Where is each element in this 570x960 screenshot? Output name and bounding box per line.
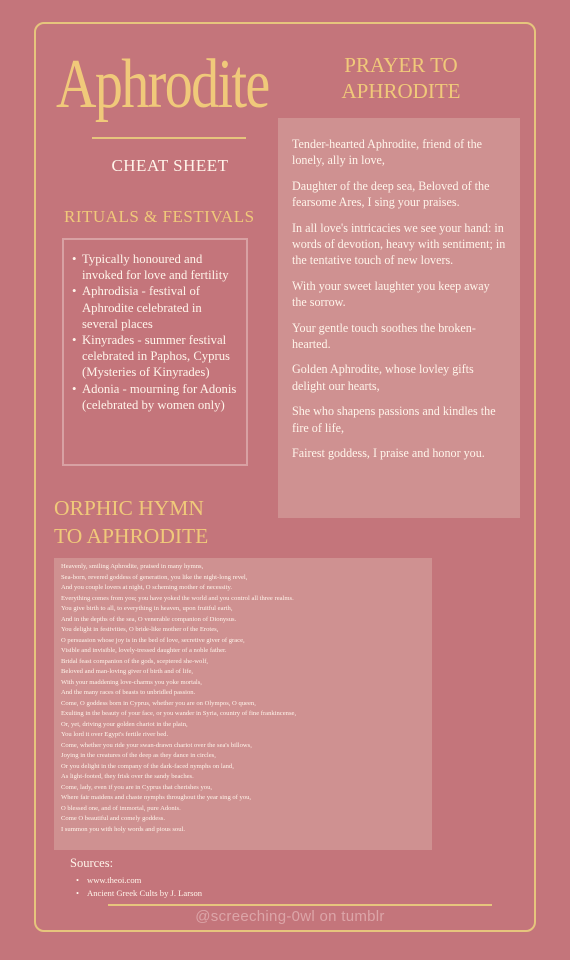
hymn-line: Heavenly, smiling Aphrodite, praised in many hymns, (61, 563, 204, 570)
hymn-line: Sea-born, revered goddess of generation, you like the night-long revel, (61, 573, 248, 581)
rituals-heading: RITUALS & FESTIVALS (64, 207, 255, 226)
hymn-line: As light-footed, they frisk over the sandy beaches. (61, 773, 194, 780)
hymn-line: Come, whether you ride your swan-drawn chariot over the sea's billows, (61, 741, 252, 749)
hymn-line: Bridal feast companion of the gods, sceptered she-wolf, (61, 657, 209, 665)
source-item: • www.theoi.com (76, 874, 202, 887)
hymn-line: And you couple lovers at night, O scheming mother of necessity. (61, 584, 232, 591)
prayer-paragraph: Fairest goddess, I praise and honor you. (292, 446, 485, 461)
orphic-hymn-panel (54, 558, 432, 850)
hymn-line: With your maddening love-charms you yoke mortals, (61, 678, 202, 686)
orphic-heading-line: TO APHRODITE (54, 524, 209, 548)
orphic-hymn-heading (54, 494, 294, 550)
list-item: • Typically honoured and invoked for love and fertility (82, 251, 238, 283)
sources-list (76, 874, 202, 899)
hymn-line: Or, yet, driving your golden chariot in the plain, (61, 720, 188, 728)
prayer-paragraph: Golden Aphrodite, whose lovley gifts delight our hearts, (292, 362, 474, 393)
page-title: Aphrodite (56, 46, 269, 123)
list-item: • Aphrodisia - festival of Aphrodite celebrated in several places (82, 283, 238, 332)
tumblr-watermark: @screeching-0wl on tumblr (195, 908, 385, 925)
prayer-paragraph: Daughter of the deep sea, Beloved of the fearsome Ares, I sing your praises. (292, 178, 490, 210)
hymn-line: And in the depths of the sea, O venerable companion of Dionysus. (61, 615, 237, 623)
hymn-line: Come, lady, even if you are in Cyprus that cherishes you, (61, 783, 213, 791)
rituals-list (64, 240, 246, 413)
source-item: • Ancient Greek Cults by J. Larson (76, 887, 202, 900)
hymn-line: O blessed one, and of immortal, pure Adonis. (61, 804, 181, 812)
hymn-line: You give birth to all, to everything in heaven, upon fruitful earth, (61, 605, 233, 612)
footer-divider (108, 904, 492, 906)
list-item: • Kinyrades - summer festival celebrated in Paphos, Cyprus (Mysteries of Kinyrades) (82, 332, 238, 381)
prayer-paragraph: Your gentle touch soothes the broken-hearted. (292, 320, 476, 352)
orphic-heading-line: ORPHIC HYMN (54, 496, 204, 520)
prayer-paragraph: With your sweet laughter you keep away the sorrow. (292, 278, 490, 310)
rituals-panel (62, 238, 248, 466)
hymn-line: Joying in the creatures of the deep as they dance in circles, (61, 752, 216, 759)
hymn-line: And the many races of beasts to unbridled passion. (61, 689, 196, 696)
hymn-line: Where fair maidens and chaste nymphs throughout the year sing of you, (61, 794, 252, 801)
prayer-panel (278, 118, 520, 518)
hymn-line: Or you delight in the company of the dark-faced nymphs on land, (61, 762, 234, 770)
hymn-line: I summon you with holy words and pious soul. (61, 825, 185, 833)
prayer-paragraph: She who shapens passions and kindles the fire of life, (292, 404, 496, 435)
list-item: • Adonia - mourning for Adonis (celebrated by women only) (82, 381, 238, 413)
hymn-line: Come, O goddess born in Cyprus, whether you are on Olympos, O queen, (61, 699, 256, 707)
prayer-heading: PRAYER TO APHRODITE (341, 53, 461, 103)
hymn-line: Beloved and man-loving giver of birth and of life, (61, 668, 194, 675)
title-divider (92, 137, 246, 139)
hymn-line: You delight in festivities, O bride-like mother of the Erotes, (61, 626, 219, 633)
hymn-line: Visible and invisible, lovely-tressed daughter of a noble father. (61, 647, 227, 654)
sources-heading: Sources: (70, 856, 114, 870)
prayer-paragraph: Tender-hearted Aphrodite, friend of the lonely, ally in love, (292, 137, 482, 168)
hymn-line: O persuasion whose joy is in the bed of love, secretive giver of grace, (61, 636, 245, 644)
hymn-line: Exulting in the beauty of your face, or you wander in Syria, country of fine frankincense, (61, 710, 297, 717)
hymn-line: You lord it over Egypt's fertile river bed. (61, 731, 169, 738)
hymn-line: Come O beautiful and comely goddess. (61, 815, 166, 822)
hymn-line: Everything comes from you; you have yoked the world and you control all three realms. (61, 594, 294, 602)
prayer-paragraph: In all love's intricacies we see your hand: in words of devotion, heavy with sentiment; in the tentative touch of new lovers. (292, 220, 506, 268)
cheat-sheet-subtitle: CHEAT SHEET (111, 156, 229, 175)
